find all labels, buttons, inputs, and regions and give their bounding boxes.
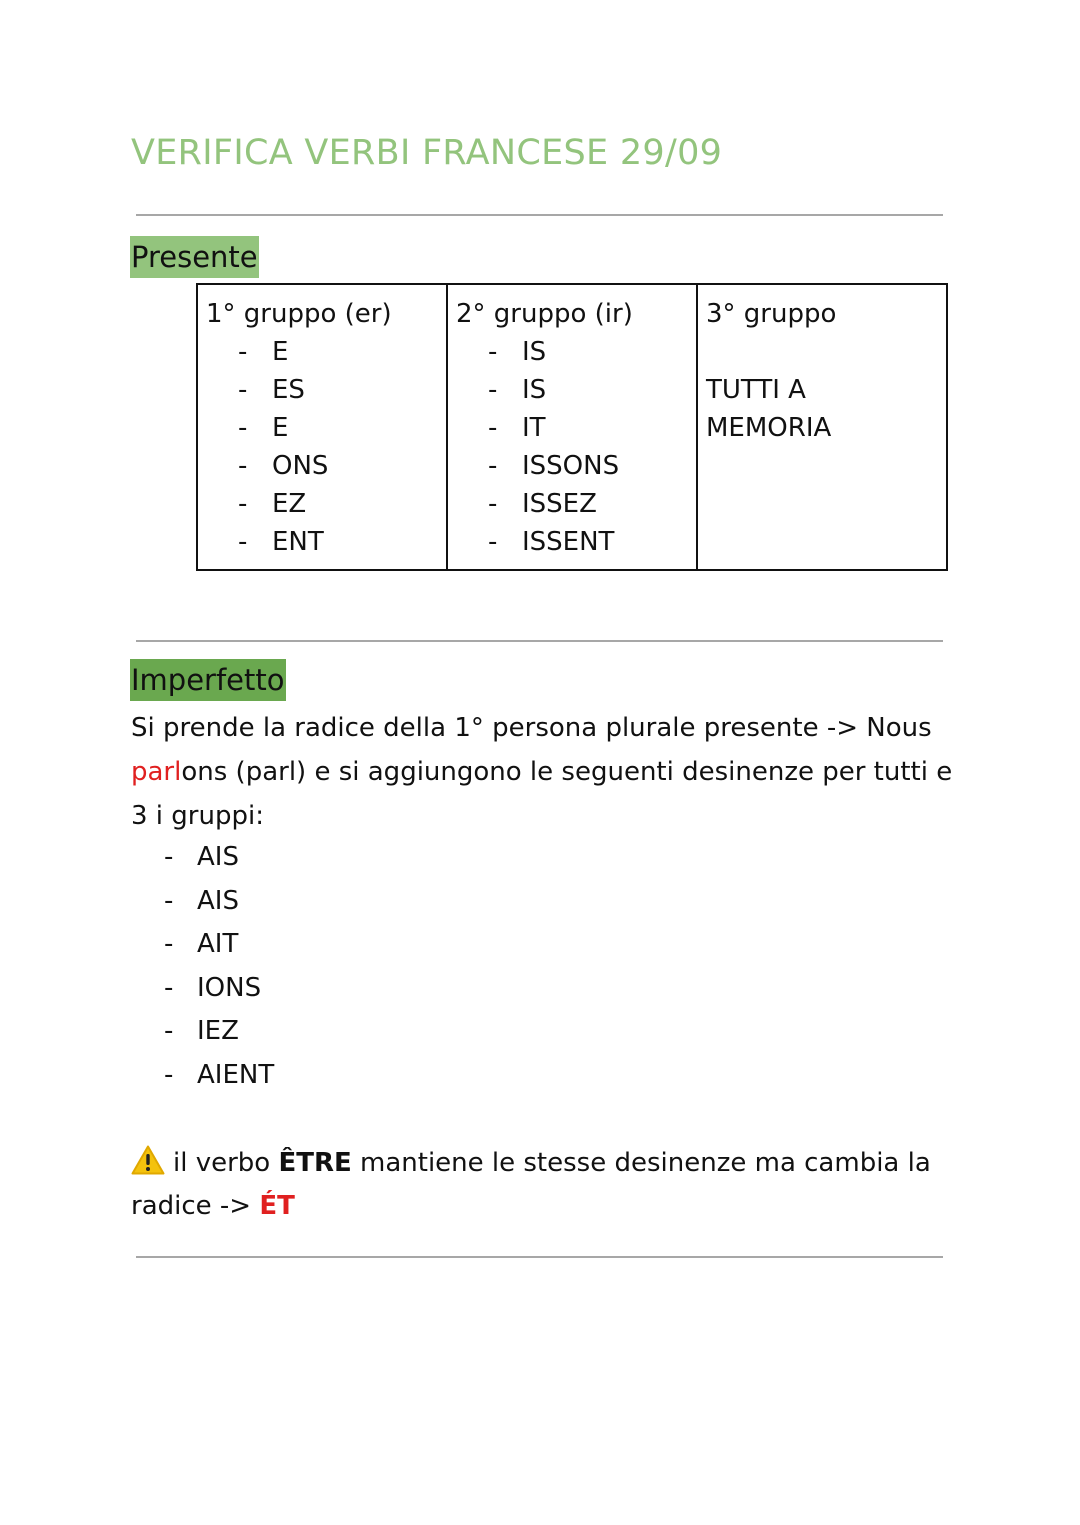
ending-item: - IS xyxy=(488,333,688,371)
ending-item: - EZ xyxy=(238,485,438,523)
column-header: 1° gruppo (er) xyxy=(206,299,392,329)
ending-item: - AIS xyxy=(164,880,274,924)
ending-item: - IS xyxy=(488,371,688,409)
ending-item: - E xyxy=(238,333,438,371)
endings-list xyxy=(456,333,688,561)
ending-item: - IEZ xyxy=(164,1010,274,1054)
ending-item: - ISSEZ xyxy=(488,485,688,523)
ending-item: - ISSENT xyxy=(488,523,688,561)
verb-etre: ÊTRE xyxy=(278,1148,352,1178)
ending-item: - IONS xyxy=(164,967,274,1011)
divider xyxy=(136,640,943,642)
column-gruppo-1 xyxy=(197,284,447,570)
column-header: 3° gruppo xyxy=(706,299,837,329)
memoria-line: TUTTI A xyxy=(706,375,806,405)
ending-item: - AIT xyxy=(164,923,274,967)
ending-item: - ES xyxy=(238,371,438,409)
presente-endings-table xyxy=(196,283,948,571)
ending-item: - IT xyxy=(488,409,688,447)
root-highlight: parl xyxy=(131,757,182,787)
note-text: il verbo xyxy=(173,1148,279,1178)
etre-warning-note xyxy=(131,1142,961,1228)
divider xyxy=(136,214,943,216)
page-title: VERIFICA VERBI FRANCESE 29/09 xyxy=(131,133,723,173)
root-et: ÉT xyxy=(259,1191,295,1221)
section-heading-imperfetto: Imperfetto xyxy=(130,659,286,701)
endings-list xyxy=(206,333,438,561)
ending-item: - ISSONS xyxy=(488,447,688,485)
ending-item: - ENT xyxy=(238,523,438,561)
ending-item: - AIENT xyxy=(164,1054,274,1098)
memoria-note xyxy=(706,371,938,447)
column-gruppo-2 xyxy=(447,284,697,570)
column-header: 2° gruppo (ir) xyxy=(456,299,633,329)
explanation-text: Si prende la radice della 1° persona plurale presente -> Nous xyxy=(131,713,932,743)
imperfetto-endings-list xyxy=(164,836,274,1097)
memoria-line: MEMORIA xyxy=(706,413,832,443)
note-text: mantiene le stesse desinenze ma cambia la radice -> xyxy=(131,1148,931,1221)
explanation-text: ons (parl) e si aggiungono le seguenti desinenze per tutti e 3 i gruppi: xyxy=(131,757,953,831)
section-heading-presente: Presente xyxy=(130,236,259,278)
column-gruppo-3 xyxy=(697,284,947,570)
warning-icon xyxy=(131,1145,165,1175)
ending-item: - ONS xyxy=(238,447,438,485)
divider xyxy=(136,1256,943,1258)
imperfetto-explanation xyxy=(131,706,961,838)
ending-item: - E xyxy=(238,409,438,447)
ending-item: - AIS xyxy=(164,836,274,880)
